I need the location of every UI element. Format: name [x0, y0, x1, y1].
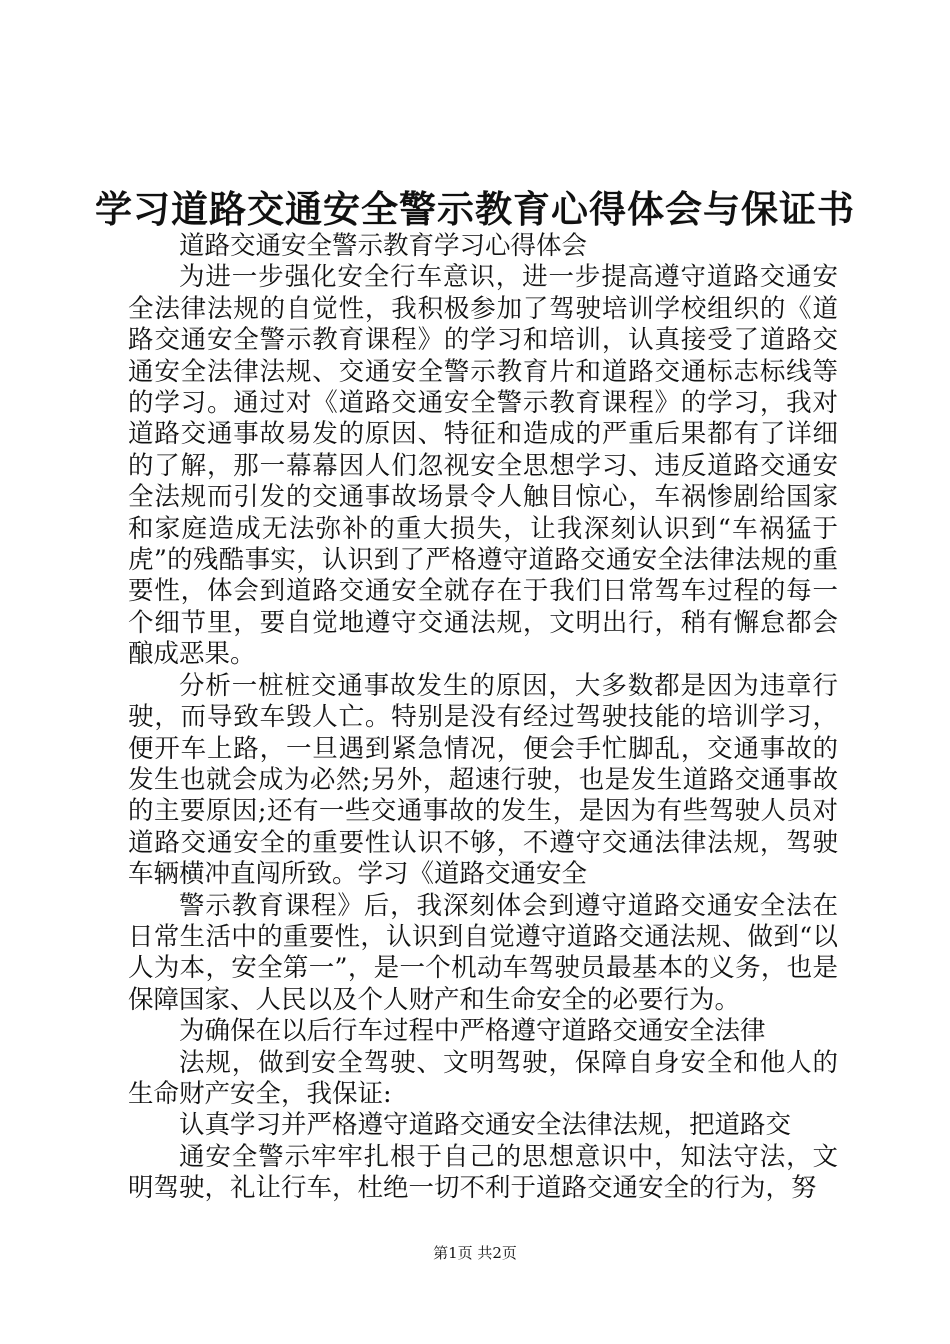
- paragraph: 为确保在以后行车过程中严格遵守道路交通安全法律: [179, 1016, 766, 1047]
- paragraph: 通安全警示牢牢扎根于自己的思想意识中，知法守法，文明驾驶，礼让行车，杜绝一切不利于道路交通安全的行为，努: [128, 1141, 838, 1204]
- document-body: [128, 231, 838, 1205]
- document-title: 学习道路交通安全警示教育心得体会与保证书: [95, 188, 855, 231]
- paragraph: 分析一桩桩交通事故发生的原因，大多数都是因为违章行驶，而导致车毁人亡。特别是没有经过驾驶技能的培训学习，便开车上路，一旦遇到紧急情况，便会手忙脚乱，交通事故的发生也就会成为必然;另外，超速行驶，也是发生道路交通事故的主要原因;还有一些交通事故的发生，是因为有些驾驶人员对道路交通安全的重要性认识不够，不遵守交通法律法规，驾驶车辆横冲直闯所致。学习《道路交通安全: [128, 670, 838, 890]
- paragraph-subtitle: 道路交通安全警示教育学习心得体会: [179, 231, 588, 261]
- paragraph: 警示教育课程》后，我深刻体会到遵守道路交通安全法在日常生活中的重要性，认识到自觉遵守道路交通法规、做到“以人为本，安全第一”，是一个机动车驾驶员最基本的义务，也是保障国家、人民以及个人财产和生命安全的必要行为。: [128, 890, 838, 1015]
- paragraph: 为进一步强化安全行车意识，进一步提高遵守道路交通安全法律法规的自觉性，我积极参加了驾驶培训学校组织的《道路交通安全警示教育课程》的学习和培训，认真接受了道路交通安全法律法规、交通安全警示教育片和道路交通标志标线等的学习。通过对《道路交通安全警示教育课程》的学习，我对道路交通事故易发的原因、特征和造成的严重后果都有了详细的了解，那一幕幕因人们忽视安全思想学习、违反道路交通安全法规而引发的交通事故场景令人触目惊心，车祸惨剧给国家和家庭造成无法弥补的重大损失，让我深刻认识到“车祸猛于虎”的残酷事实，认识到了严格遵守道路交通安全法律法规的重要性，体会到道路交通安全就存在于我们日常驾车过程的每一个细节里，要自觉地遵守交通法规，文明出行，稍有懈怠都会酿成恶果。: [128, 262, 838, 670]
- paragraph: 法规，做到安全驾驶、文明驾驶，保障自身安全和他人的生命财产安全，我保证:: [128, 1047, 838, 1109]
- paragraph: 认真学习并严格遵守道路交通安全法律法规，把道路交: [179, 1110, 792, 1141]
- page-number-footer: 第1页 共2页: [433, 1244, 517, 1262]
